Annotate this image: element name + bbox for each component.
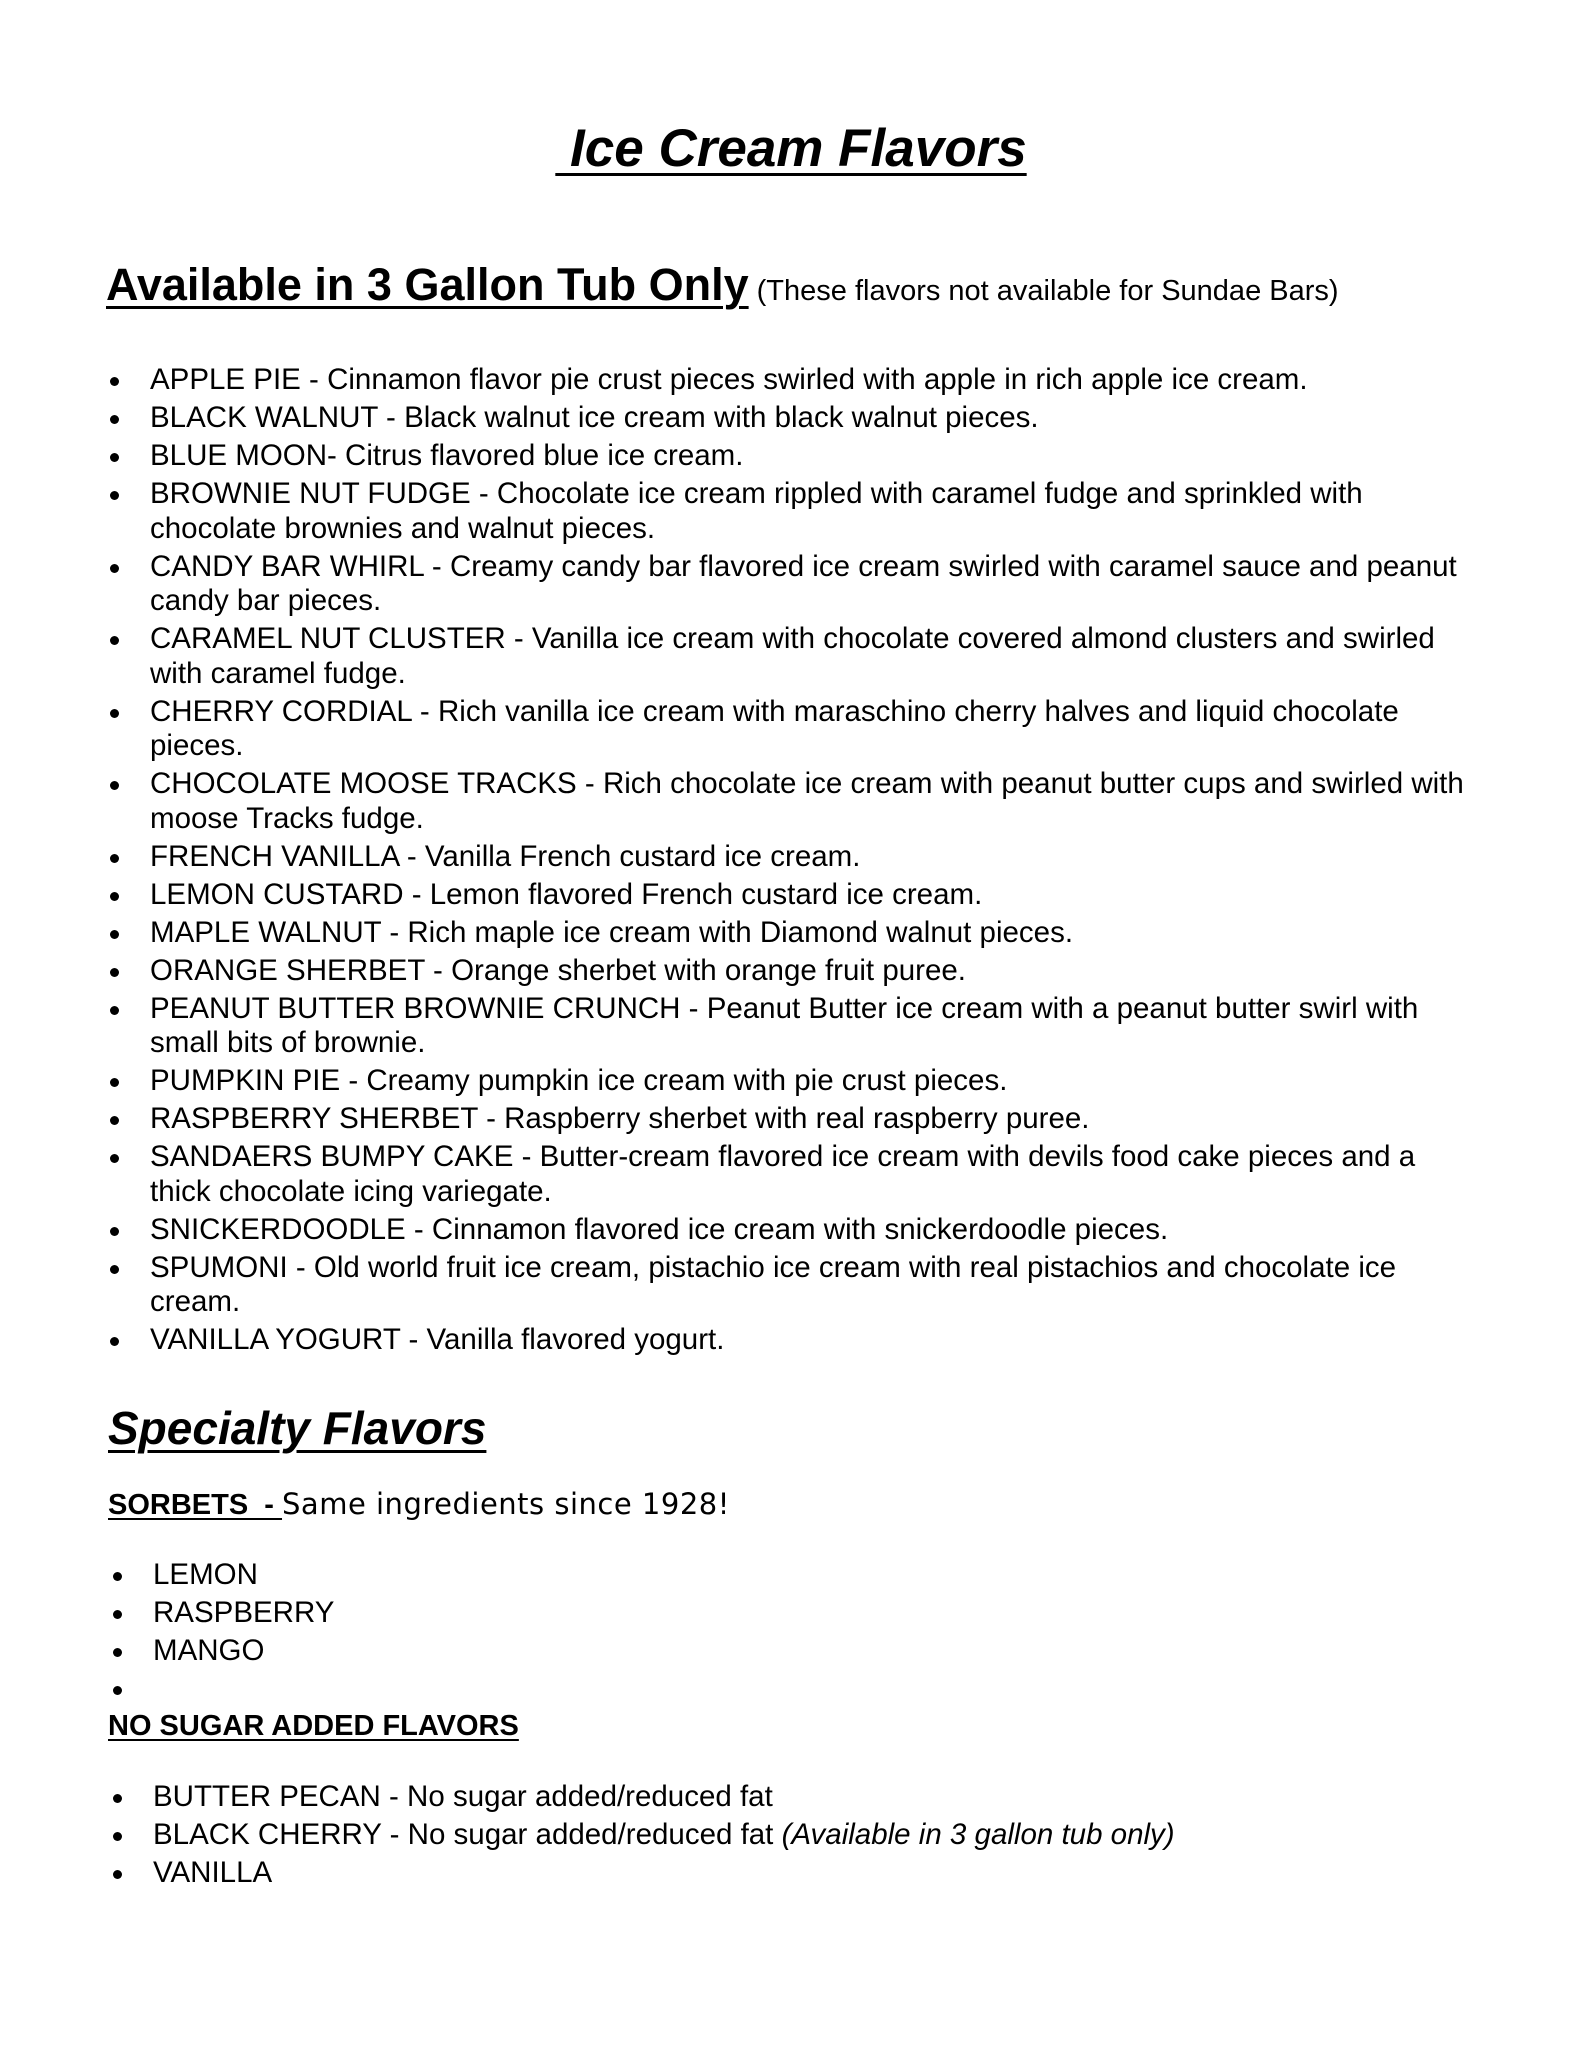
bullet-icon: [110, 1006, 119, 1015]
list-item: [150, 916, 1480, 951]
list-item: [150, 363, 1480, 398]
list-item-text: SNICKERDOODLE - Cinnamon flavored ice cream with snickerdoodle pieces.: [150, 1212, 1169, 1246]
list-item: [153, 1856, 1453, 1894]
list-item-text: CANDY BAR WHIRL - Creamy candy bar flavored ice cream swirled with caramel sauce and peanut candy bar pieces.: [150, 549, 1457, 617]
page-title: [0, 114, 1582, 184]
bullet-icon: [113, 1832, 122, 1841]
list-item-text: SANDAERS BUMPY CAKE - Butter-cream flavored ice cream with devils food cake pieces and a thick chocolate icing variegate.: [150, 1140, 1416, 1208]
bullet-icon: [110, 491, 119, 500]
bullet-icon: [110, 709, 119, 718]
sorbet-list: [153, 1558, 953, 1710]
bullet-icon: [113, 1870, 122, 1879]
bullet-icon: [113, 1572, 122, 1581]
list-item-text: PEANUT BUTTER BROWNIE CRUNCH - Peanut Butter ice cream with a peanut butter swirl with small bits of brownie.: [150, 991, 1419, 1059]
bullet-icon: [110, 415, 119, 424]
tub-section-heading: Available in 3 Gallon Tub Only: [106, 259, 749, 310]
specialty-heading: Specialty Flavors: [108, 1402, 487, 1454]
bullet-icon: [110, 1227, 119, 1236]
tub-section-header: [106, 255, 1339, 326]
bullet-icon: [110, 892, 119, 901]
page-title-text: Ice Cream Flavors: [555, 119, 1027, 178]
list-item: [150, 1323, 1480, 1358]
bullet-icon: [110, 453, 119, 462]
bullet-icon: [113, 1648, 122, 1657]
list-item-text: MAPLE WALNUT - Rich maple ice cream with Diamond walnut pieces.: [150, 915, 1074, 949]
list-item: [150, 767, 1480, 836]
list-item: [150, 695, 1480, 764]
bullet-icon: [110, 377, 119, 386]
list-item: [150, 878, 1480, 913]
list-item: [150, 622, 1480, 691]
bullet-icon: [110, 854, 119, 863]
list-item-text: ORANGE SHERBET - Orange sherbet with orange fruit puree.: [150, 953, 966, 987]
list-item: [150, 1251, 1480, 1320]
no-sugar-heading: NO SUGAR ADDED FLAVORS: [108, 1710, 519, 1742]
bullet-icon: [110, 564, 119, 573]
list-item-text: LEMON CUSTARD - Lemon flavored French custard ice cream.: [150, 877, 983, 911]
list-item: [150, 1102, 1480, 1137]
list-item: [153, 1558, 953, 1596]
bullet-icon: [110, 781, 119, 790]
list-item: [150, 992, 1480, 1061]
list-item-text: SPUMONI - Old world fruit ice cream, pistachio ice cream with real pistachios and chocolate ice cream.: [150, 1250, 1397, 1318]
no-sugar-list: [153, 1780, 1453, 1894]
list-item-text: VANILLA YOGURT - Vanilla flavored yogurt.: [150, 1323, 725, 1356]
list-item-text: BUTTER PECAN - No sugar added/reduced fat: [153, 1780, 773, 1813]
bullet-icon: [110, 1078, 119, 1087]
list-item-text: APPLE PIE - Cinnamon flavor pie crust pieces swirled with apple in rich apple ice cream.: [150, 363, 1308, 396]
list-item-text: BLACK CHERRY - No sugar added/reduced fat: [153, 1818, 782, 1851]
list-item-text: BLUE MOON- Citrus flavored blue ice cream.: [150, 439, 744, 472]
list-item: [153, 1780, 1453, 1818]
bullet-icon: [110, 930, 119, 939]
list-item-text: RASPBERRY SHERBET - Raspberry sherbet with real raspberry puree.: [150, 1102, 1090, 1135]
list-item-text: RASPBERRY: [153, 1596, 335, 1629]
list-item-text: FRENCH VANILLA - Vanilla French custard ice cream.: [150, 839, 861, 873]
tub-section-note: (These flavors not available for Sundae Bars): [756, 275, 1339, 307]
bullet-icon: [113, 1794, 122, 1803]
sorbets-line: [108, 1484, 730, 1530]
list-item-text: BLACK WALNUT - Black walnut ice cream with black walnut pieces.: [150, 401, 1039, 434]
bullet-icon: [113, 1686, 122, 1695]
list-item: [150, 954, 1480, 989]
list-item: [153, 1596, 953, 1634]
list-item-text: BROWNIE NUT FUDGE - Chocolate ice cream rippled with caramel fudge and sprinkled with chocolate brownies and walnut pieces.: [150, 477, 1363, 545]
list-item: [150, 477, 1480, 546]
list-item: [150, 1064, 1480, 1099]
list-item: [153, 1634, 953, 1672]
bullet-icon: [113, 1610, 122, 1619]
sorbets-description: Same ingredients since 1928!: [282, 1487, 730, 1521]
list-item-text: MANGO: [153, 1634, 265, 1667]
list-item: [150, 401, 1480, 436]
bullet-icon: [110, 1337, 119, 1346]
list-item-text: VANILLA: [153, 1856, 273, 1889]
list-item-text: CHOCOLATE MOOSE TRACKS - Rich chocolate ice cream with peanut butter cups and swirled with moose Tracks fudge.: [150, 767, 1464, 835]
list-item-text: CARAMEL NUT CLUSTER - Vanilla ice cream with chocolate covered almond clusters and swirled with caramel fudge.: [150, 622, 1435, 690]
bullet-icon: [110, 968, 119, 977]
list-item-text: CHERRY CORDIAL - Rich vanilla ice cream with maraschino cherry halves and liquid chocolate pieces.: [150, 694, 1399, 762]
list-item-text: PUMPKIN PIE - Creamy pumpkin ice cream with pie crust pieces.: [150, 1064, 1008, 1097]
bullet-icon: [110, 1265, 119, 1274]
sorbets-label: SORBETS -: [108, 1489, 283, 1521]
bullet-icon: [110, 1116, 119, 1125]
list-item: [150, 439, 1480, 474]
list-item: [150, 1213, 1480, 1248]
list-item: [150, 550, 1480, 619]
list-item-note: (Available in 3 gallon tub only): [781, 1818, 1175, 1851]
list-item-text: LEMON: [153, 1558, 258, 1591]
list-item: [150, 840, 1480, 875]
bullet-icon: [110, 1154, 119, 1163]
list-item: [150, 1140, 1480, 1209]
tub-flavor-list: [150, 363, 1480, 1361]
list-item: [153, 1672, 953, 1710]
list-item: [153, 1818, 1453, 1856]
bullet-icon: [110, 636, 119, 645]
